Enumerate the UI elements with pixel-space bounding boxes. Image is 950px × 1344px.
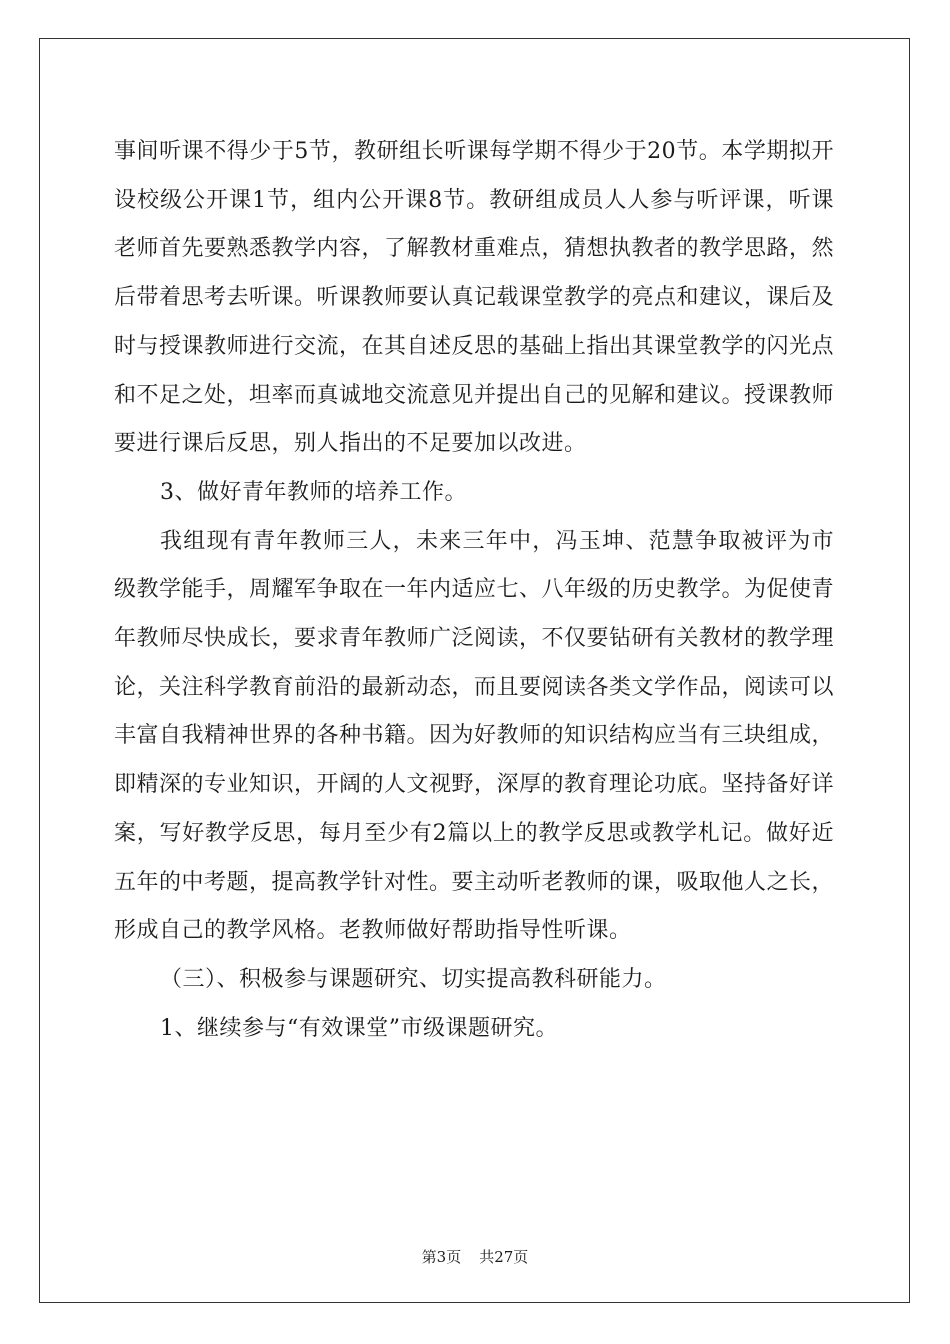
- page-footer: [0, 1246, 950, 1267]
- page-number: 第3页: [421, 1248, 462, 1266]
- heading-research: （三）、积极参与课题研究、切实提高教科研能力。: [160, 966, 667, 992]
- paragraph-listening-lessons: 事间听课不得少于5节，教研组长听课每学期不得少于20节。本学期拟开设校级公开课1节，组内公开课8节。教研组成员人人参与听评课，听课老师首先要熟悉教学内容，了解教材重难点，猜想执教者的教学思路，然后带着思考去听课。听课教师要认真记载课堂教学的亮点和建议，课后及时与授课教师进行交流，在其自述反思的基础上指出其课堂教学的闪光点和不足之处，坦率而真诚地交流意见并提出自己的见解和建议。授课教师要进行课后反思，别人指出的不足要加以改进。: [114, 139, 835, 457]
- paragraph-young-teachers: 我组现有青年教师三人，未来三年中，冯玉坤、范慧争取被评为市级教学能手，周耀军争取在一年内适应七、八年级的历史教学。为促使青年教师尽快成长，要求青年教师广泛阅读，不仅要钻研有关教材的教学理论，关注科学教育前沿的最新动态，而且要阅读各类文学作品，阅读可以丰富自我精神世界的各种书籍。因为好教师的知识结构应当有三块组成，即精深的专业知识，开阔的人文视野，深厚的教育理论功底。坚持备好详案，写好教学反思，每月至少有2篇以上的教学反思或教学札记。做好近五年的中考题，提高教学针对性。要主动听老教师的课，吸取他人之长，形成自己的教学风格。老教师做好帮助指导性听课。: [114, 528, 835, 944]
- heading-effective-classroom: 1、继续参与“有效课堂”市级课题研究。: [160, 1015, 558, 1041]
- document-body: [114, 128, 834, 1053]
- page-total: 共27页: [479, 1248, 529, 1266]
- heading-young-teachers: 3、做好青年教师的培养工作。: [160, 479, 467, 505]
